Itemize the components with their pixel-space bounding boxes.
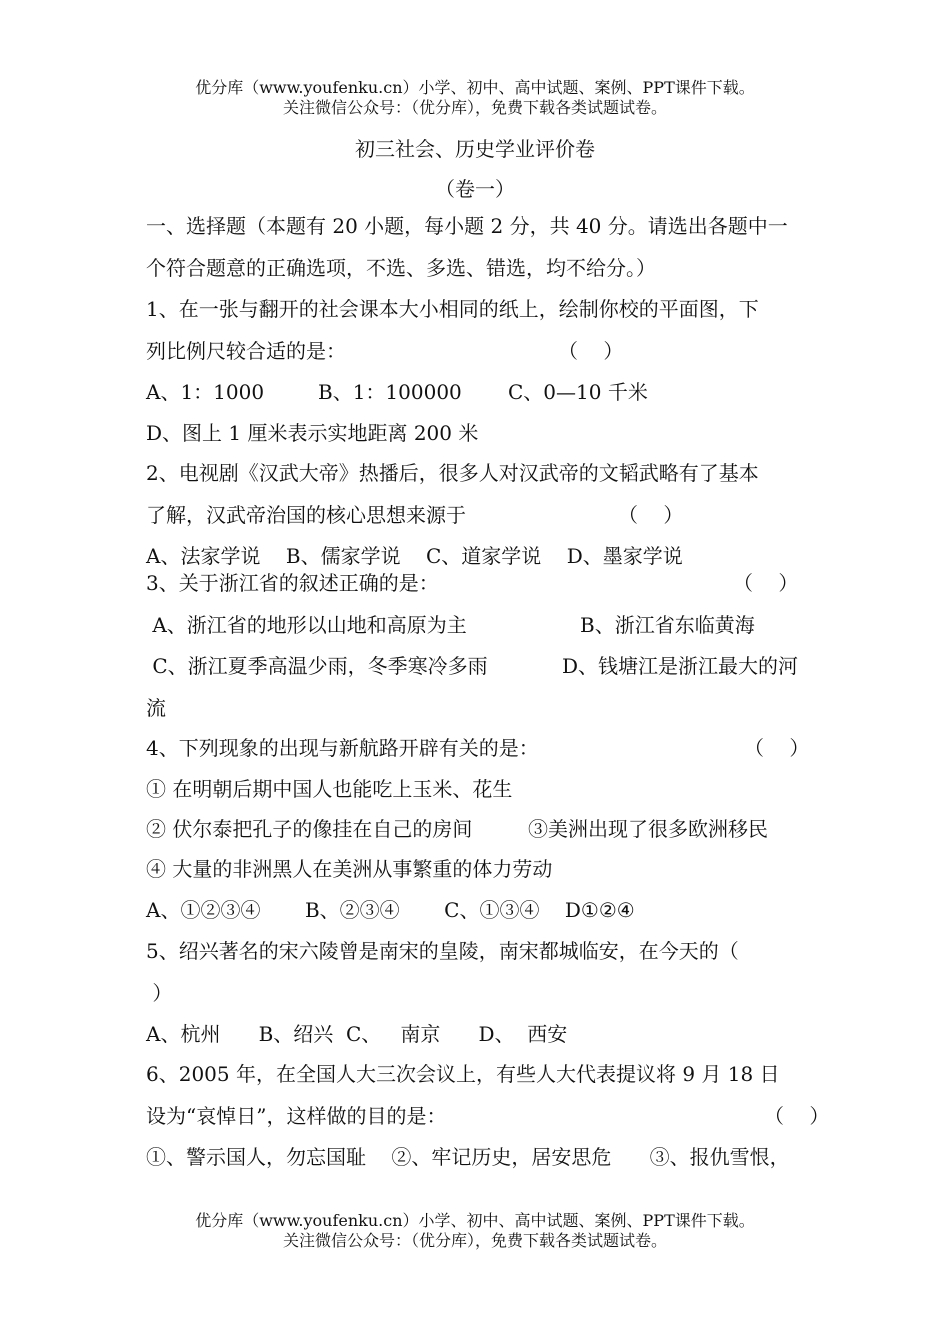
q2-options: A、法家学说 B、儒家学说 C、道家学说 D、墨家学说 [146, 544, 683, 568]
header-line-2: 关注微信公众号：（优分库），免费下载各类试题试卷。 [282, 98, 667, 117]
section-instructions-1: 一、选择题（本题有 20 小题，每小题 2 分，共 40 分。请选出各题中一 [146, 214, 788, 238]
q1-option-a: A、1：1000 [146, 380, 265, 404]
q4-options: A、①②③④ B、②③④ C、①③④ D①②④ [146, 898, 635, 922]
q3-stem: 3、关于浙江省的叙述正确的是： [146, 571, 439, 595]
q3-option-d: D、钱塘江是浙江最大的河 [562, 654, 799, 678]
q1-stem-1: 1、在一张与翻开的社会课本大小相同的纸上，绘制你校的平面图，下 [146, 297, 759, 321]
q5-stem-1: 5、绍兴著名的宋六陵曾是南宋的皇陵，南宋都城临安，在今天的（ [146, 939, 739, 963]
q4-item-4: ④ 大量的非洲黑人在美洲从事繁重的体力劳动 [146, 857, 553, 881]
q4-item-1: ① 在明朝后期中国人也能吃上玉米、花生 [146, 777, 513, 801]
q4-item-2: ② 伏尔泰把孔子的像挂在自己的房间 [146, 817, 473, 841]
q5-stem-2: ） [146, 981, 173, 1005]
q3-option-a: A、浙江省的地形以山地和高原为主 [146, 613, 467, 637]
footer-line-2: 关注微信公众号：（优分库），免费下载各类试题试卷。 [282, 1231, 667, 1250]
q3-option-c: C、浙江夏季高温少雨，冬季寒冷多雨 [146, 654, 488, 678]
q1-answer-paren: （ ） [558, 339, 624, 363]
exam-subtitle: （卷一） [435, 177, 515, 201]
section-instructions-2: 个符合题意的正确选项，不选、多选、错选，均不给分。） [146, 256, 656, 280]
footer-line-1: 优分库（www.youfenku.cn）小学、初中、高中试题、案例、PPT课件下载。 [195, 1211, 755, 1230]
q1-option-d: D、图上 1 厘米表示实地距离 200 米 [146, 421, 479, 445]
q1-option-b: B、1：100000 [318, 380, 462, 404]
q2-stem-2: 了解，汉武帝治国的核心思想来源于 [146, 503, 466, 527]
q6-items: ①、警示国人，勿忘国耻 ②、牢记历史，居安思危 ③、报仇雪恨， [146, 1145, 790, 1169]
q5-options: A、杭州 B、绍兴 C、 南京 D、 西安 [146, 1022, 568, 1046]
exam-title: 初三社会、历史学业评价卷 [355, 137, 595, 161]
q4-item-3: ③美洲出现了很多欧洲移民 [528, 817, 768, 841]
q3-option-d-cont: 流 [146, 696, 166, 720]
q2-answer-paren: （ ） [618, 503, 684, 527]
q6-answer-paren: （ ） [764, 1104, 830, 1128]
q1-stem-2: 列比例尺较合适的是： [146, 339, 346, 363]
header-line-1: 优分库（www.youfenku.cn）小学、初中、高中试题、案例、PPT课件下载。 [195, 78, 755, 97]
q6-stem-2: 设为“哀悼日”，这样做的目的是： [146, 1104, 447, 1128]
q4-stem: 4、下列现象的出现与新航路开辟有关的是： [146, 736, 539, 760]
q1-option-c: C、0—10 千米 [508, 380, 648, 404]
q4-answer-paren: （ ） [744, 736, 810, 760]
q3-answer-paren: （ ） [733, 571, 799, 595]
q6-stem-1: 6、2005 年，在全国人大三次会议上，有些人大代表提议将 9 月 18 日 [146, 1062, 780, 1086]
q2-stem-1: 2、电视剧《汉武大帝》热播后，很多人对汉武帝的文韬武略有了基本 [146, 461, 759, 485]
q3-option-b: B、浙江省东临黄海 [580, 613, 755, 637]
